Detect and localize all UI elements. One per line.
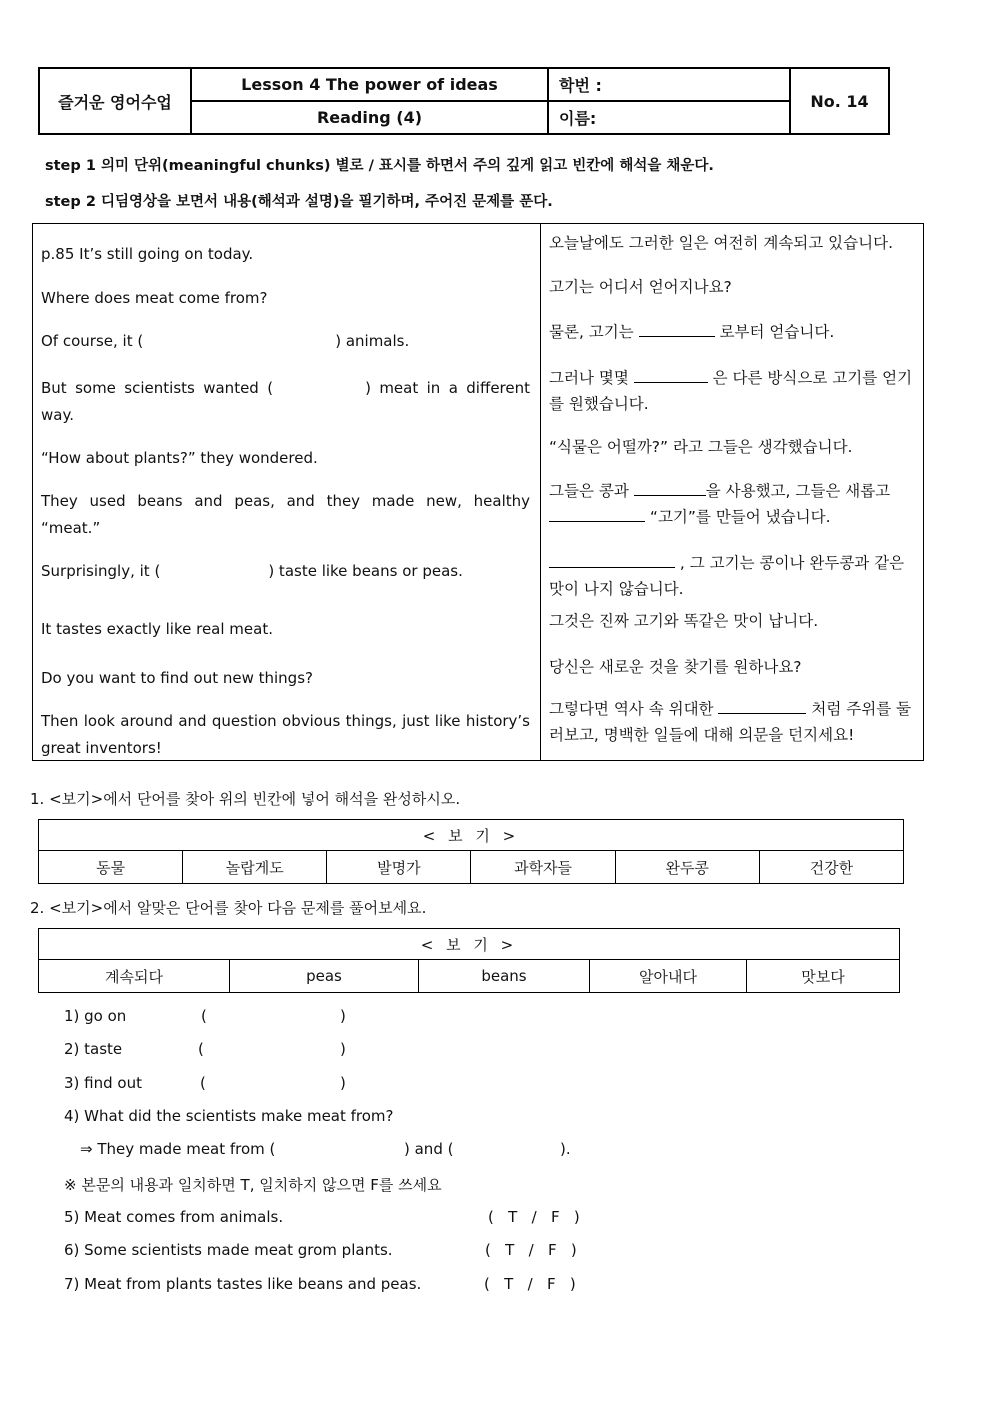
tf-instruction: ※ 본문의 내용과 일치하면 T, 일치하지 않으면 F를 쓰세요 (64, 1176, 442, 1194)
q2-item: 1) go on ( ) (64, 1007, 346, 1025)
english-column (33, 224, 541, 760)
q1-word: 발명가 (327, 851, 471, 884)
header-table (38, 67, 890, 135)
korean-line: 그것은 진짜 고기와 똑같은 맛이 납니다. (549, 612, 819, 630)
q2-word-box (38, 928, 900, 993)
q2-word: beans (419, 960, 590, 993)
english-line: “How about plants?” they wondered. (41, 449, 318, 467)
english-line: They used beans and peas, and they made new, healthy “meat.” (41, 492, 530, 537)
korean-line: 당신은 새로운 것을 찾기를 원하나요? (549, 658, 802, 676)
tf-choice: ( T / F ) (488, 1208, 580, 1226)
name-label: 이름: (548, 101, 790, 134)
korean-line: 그렇다면 역사 속 위대한 처럼 주위를 둘러보고, 명백한 일들에 대해 의문을 던지세요! (549, 700, 912, 744)
korean-line: 고기는 어디서 얻어지나요? (549, 278, 732, 296)
english-line: But some scientists wanted ( ) meat in a different way. (41, 379, 530, 424)
tf-item: 7) Meat from plants tastes like beans and peas. (64, 1275, 422, 1293)
student-id-label: 학번 : (548, 68, 790, 101)
q1-word: 동물 (39, 851, 183, 884)
q2-word: 맛보다 (747, 960, 900, 993)
korean-line: 물론, 고기는 로부터 얻습니다. (549, 323, 835, 341)
q2-item: 3) find out ( ) (64, 1074, 346, 1092)
korean-line: 오늘날에도 그러한 일은 여전히 계속되고 있습니다. (549, 234, 893, 252)
tf-item: 5) Meat comes from animals. (64, 1208, 284, 1226)
korean-column (541, 224, 923, 760)
q2-word: 계속되다 (39, 960, 230, 993)
reading-label: Reading (4) (191, 101, 548, 134)
q2-item-4-answer: ⇒ They made meat from ( ) and ( ). (80, 1140, 571, 1158)
reading-table (32, 223, 924, 761)
tf-choice: ( T / F ) (485, 1241, 577, 1259)
q2-item-4: 4) What did the scientists make meat from? (64, 1107, 394, 1125)
english-line: p.85 It’s still going on today. (41, 245, 254, 263)
q2-box-title: < 보 기 > (39, 929, 900, 960)
english-line: Do you want to find out new things? (41, 669, 313, 687)
q1-word: 완두콩 (615, 851, 759, 884)
english-line: Surprisingly, it ( ) taste like beans or peas. (41, 562, 463, 580)
korean-line: 그러나 몇몇 은 다른 방식으로 고기를 얻기를 원했습니다. (549, 369, 913, 413)
class-name: 즐거운 영어수업 (39, 68, 191, 134)
tf-choice: ( T / F ) (484, 1275, 576, 1293)
q1-word: 건강한 (759, 851, 903, 884)
lesson-title: Lesson 4 The power of ideas (191, 68, 548, 101)
korean-line: “식물은 어떨까?” 라고 그들은 생각했습니다. (549, 438, 853, 456)
q2-word: 알아내다 (590, 960, 747, 993)
english-line: Where does meat come from? (41, 289, 268, 307)
q1-box-title: < 보 기 > (39, 820, 904, 851)
worksheet-number: No. 14 (790, 68, 889, 134)
step-1: step 1 의미 단위(meaningful chunks) 별로 / 표시를 하면서 주의 깊게 읽고 빈칸에 해석을 채운다. (45, 158, 714, 174)
step-2: step 2 디딤영상을 보면서 내용(해석과 설명)을 필기하며, 주어진 문제를 푼다. (45, 194, 553, 210)
q1-word: 과학자들 (471, 851, 615, 884)
q2-instruction: 2. <보기>에서 알맞은 단어를 찾아 다음 문제를 풀어보세요. (30, 899, 427, 917)
english-line: Then look around and question obvious things, just like history’s great inventors! (41, 712, 530, 757)
q2-word: peas (230, 960, 419, 993)
korean-line: 그들은 콩과 을 사용했고, 그들은 새롭고 “고기”를 만들어 냈습니다. (549, 482, 891, 526)
english-line: It tastes exactly like real meat. (41, 620, 273, 638)
english-line: Of course, it ( ) animals. (41, 332, 410, 350)
q1-instruction: 1. <보기>에서 단어를 찾아 위의 빈칸에 넣어 해석을 완성하시오. (30, 790, 461, 808)
q1-word: 놀랍게도 (183, 851, 327, 884)
tf-item: 6) Some scientists made meat grom plants. (64, 1241, 393, 1259)
korean-line: , 그 고기는 콩이나 완두콩과 같은 맛이 나지 않습니다. (549, 554, 905, 598)
q1-word-box (38, 819, 904, 884)
q2-item: 2) taste ( ) (64, 1040, 346, 1058)
